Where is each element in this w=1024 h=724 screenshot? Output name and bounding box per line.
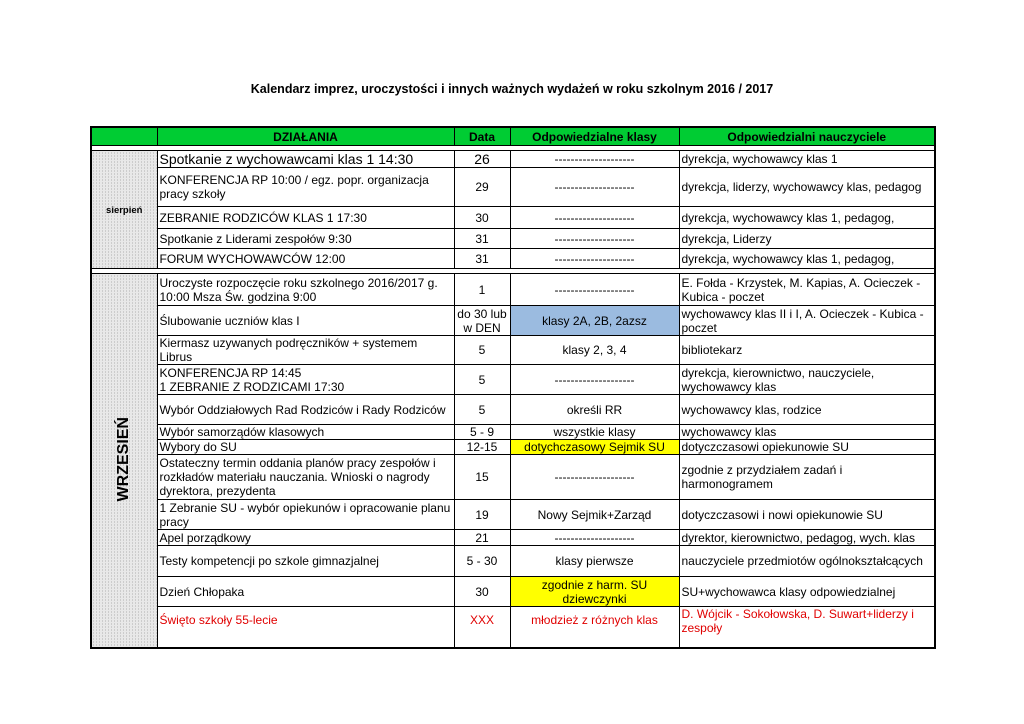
cell-nauczyciele: E. Fołda - Krzystek, M. Kapias, A. Ocieczek - Kubica - poczet — [679, 274, 935, 306]
cell-data: 31 — [454, 229, 510, 249]
cell-data: 30 — [454, 207, 510, 229]
cell-data: 5 — [454, 336, 510, 365]
cell-data: 1 — [454, 274, 510, 306]
cell-data: 26 — [454, 151, 510, 168]
table-row — [91, 577, 935, 607]
cell-dzialania: FORUM WYCHOWAWCÓW 12:00 — [157, 249, 454, 269]
cell-data: 29 — [454, 168, 510, 207]
cell-dzialania: ZEBRANIE RODZICÓW KLAS 1 17:30 — [157, 207, 454, 229]
cell-klasy: klasy 2A, 2B, 2azsz — [510, 306, 679, 336]
table-row — [91, 425, 935, 440]
cell-dzialania: KONFERENCJA RP 14:45 1 ZEBRANIE Z RODZICAMI 17:30 — [157, 365, 454, 395]
cell-dzialania: Testy kompetencji po szkole gimnazjalnej — [157, 546, 454, 577]
cell-dzialania: Wybór samorządów klasowych — [157, 425, 454, 440]
cell-data: 5 — [454, 365, 510, 395]
cell-klasy: -------------------- — [510, 229, 679, 249]
cell-data: 5 — [454, 395, 510, 425]
cell-dzialania: Apel porządkowy — [157, 530, 454, 546]
cell-nauczyciele: nauczyciele przedmiotów ogólnokształcących — [679, 546, 935, 577]
header-klasy: Odpowiedzialne klasy — [510, 127, 679, 146]
cell-dzialania: Wybory do SU — [157, 440, 454, 455]
cell-data: 30 — [454, 577, 510, 607]
table-row — [91, 365, 935, 395]
cell-data: 21 — [454, 530, 510, 546]
cell-data: do 30 lub w DEN — [454, 306, 510, 336]
cell-nauczyciele: wychowawcy klas II i I, A. Ocieczek - Kubica - poczet — [679, 306, 935, 336]
cell-dzialania: 1 Zebranie SU - wybór opiekunów i opracowanie planu pracy — [157, 500, 454, 530]
cell-klasy: -------------------- — [510, 249, 679, 269]
table-row — [91, 546, 935, 577]
table-row — [91, 249, 935, 269]
cell-nauczyciele: dyrekcja, kierownictwo, nauczyciele, wychowawcy klas — [679, 365, 935, 395]
table-row — [91, 440, 935, 455]
cell-klasy: -------------------- — [510, 274, 679, 306]
cell-data: 5 - 30 — [454, 546, 510, 577]
header-dzialania: DZIAŁANIA — [157, 127, 454, 146]
cell-nauczyciele: D. Wójcik - Sokołowska, D. Suwart+liderzy i zespoły — [679, 607, 935, 648]
table-row — [91, 336, 935, 365]
cell-dzialania: Ślubowanie uczniów klas I — [157, 306, 454, 336]
cell-klasy: zgodnie z harm. SU dziewczynki — [510, 577, 679, 607]
cell-data: 19 — [454, 500, 510, 530]
cell-klasy: -------------------- — [510, 455, 679, 500]
table-row — [91, 306, 935, 336]
table-row — [91, 530, 935, 546]
header-data: Data — [454, 127, 510, 146]
cell-nauczyciele: dyrektor, kierownictwo, pedagog, wych. klas — [679, 530, 935, 546]
cell-nauczyciele: dyrekcja, wychowawcy klas 1, pedagog, — [679, 249, 935, 269]
table-row — [91, 607, 935, 648]
cell-nauczyciele: wychowawcy klas, rodzice — [679, 395, 935, 425]
cell-klasy: -------------------- — [510, 207, 679, 229]
cell-nauczyciele: SU+wychowawca klasy odpowiedzialnej — [679, 577, 935, 607]
cell-data: 5 - 9 — [454, 425, 510, 440]
cell-nauczyciele: bibliotekarz — [679, 336, 935, 365]
table-row — [91, 229, 935, 249]
page-title: Kalendarz imprez, uroczystości i innych ważnych wydażeń w roku szkolnym 2016 / 2017 — [250, 82, 774, 96]
cell-nauczyciele: wychowawcy klas — [679, 425, 935, 440]
cell-dzialania: Ostateczny termin oddania planów pracy zespołów i rozkładów materiału nauczania. Wnioski o nagrody dyrektora, prezydenta — [157, 455, 454, 500]
table-row — [91, 151, 935, 168]
month-label-sierpien: sierpień — [106, 204, 143, 216]
cell-nauczyciele: dotyczczasowi i nowi opiekunowie SU — [679, 500, 935, 530]
cell-klasy: -------------------- — [510, 151, 679, 168]
cell-nauczyciele: zgodnie z przydziałem zadań i harmonogramem — [679, 455, 935, 500]
cell-dzialania: Dzień Chłopaka — [157, 577, 454, 607]
month-cell-wrzesien — [91, 274, 157, 648]
cell-klasy: klasy pierwsze — [510, 546, 679, 577]
cell-dzialania: KONFERENCJA RP 10:00 / egz. popr. organizacja pracy szkoły — [157, 168, 454, 207]
cell-nauczyciele: dotyczczasowi opiekunowie SU — [679, 440, 935, 455]
cell-klasy: młodzież z różnych klas — [510, 607, 679, 648]
cell-data: 12-15 — [454, 440, 510, 455]
cell-klasy: Nowy Sejmik+Zarząd — [510, 500, 679, 530]
cell-klasy: -------------------- — [510, 530, 679, 546]
month-header — [91, 127, 157, 146]
cell-dzialania: Spotkanie z Liderami zespołów 9:30 — [157, 229, 454, 249]
cell-data: 31 — [454, 249, 510, 269]
cell-klasy: -------------------- — [510, 168, 679, 207]
header-nauczyciele: Odpowiedzialni nauczyciele — [679, 127, 935, 146]
cell-dzialania: Wybór Oddziałowych Rad Rodziców i Rady Rodziców — [157, 395, 454, 425]
cell-klasy: -------------------- — [510, 365, 679, 395]
cell-data: 15 — [454, 455, 510, 500]
cell-nauczyciele: dyrekcja, wychowawcy klas 1, pedagog, — [679, 207, 935, 229]
cell-data: XXX — [454, 607, 510, 648]
month-label-wrzesien: WRZESIEŃ — [115, 416, 133, 501]
table-row — [91, 207, 935, 229]
calendar-table — [90, 126, 936, 649]
cell-klasy: klasy 2, 3, 4 — [510, 336, 679, 365]
cell-dzialania: Kiermasz uzywanych podręczników + systemem Librus — [157, 336, 454, 365]
header-row — [91, 127, 935, 146]
cell-nauczyciele: dyrekcja, wychowawcy klas 1 — [679, 151, 935, 168]
table-row — [91, 168, 935, 207]
cell-dzialania: Święto szkoły 55-lecie — [157, 607, 454, 648]
cell-dzialania: Spotkanie z wychowawcami klas 1 14:30 — [157, 151, 454, 168]
cell-klasy: dotychczasowy Sejmik SU — [510, 440, 679, 455]
cell-klasy: określi RR — [510, 395, 679, 425]
cell-nauczyciele: dyrekcja, Liderzy — [679, 229, 935, 249]
table-row — [91, 274, 935, 306]
table-row — [91, 455, 935, 500]
cell-klasy: wszystkie klasy — [510, 425, 679, 440]
table-row — [91, 500, 935, 530]
month-cell-sierpien — [91, 151, 157, 269]
table-row — [91, 395, 935, 425]
cell-dzialania: Uroczyste rozpoczęcie roku szkolnego 2016/2017 g. 10:00 Msza Św. godzina 9:00 — [157, 274, 454, 306]
cell-nauczyciele: dyrekcja, liderzy, wychowawcy klas, pedagog — [679, 168, 935, 207]
